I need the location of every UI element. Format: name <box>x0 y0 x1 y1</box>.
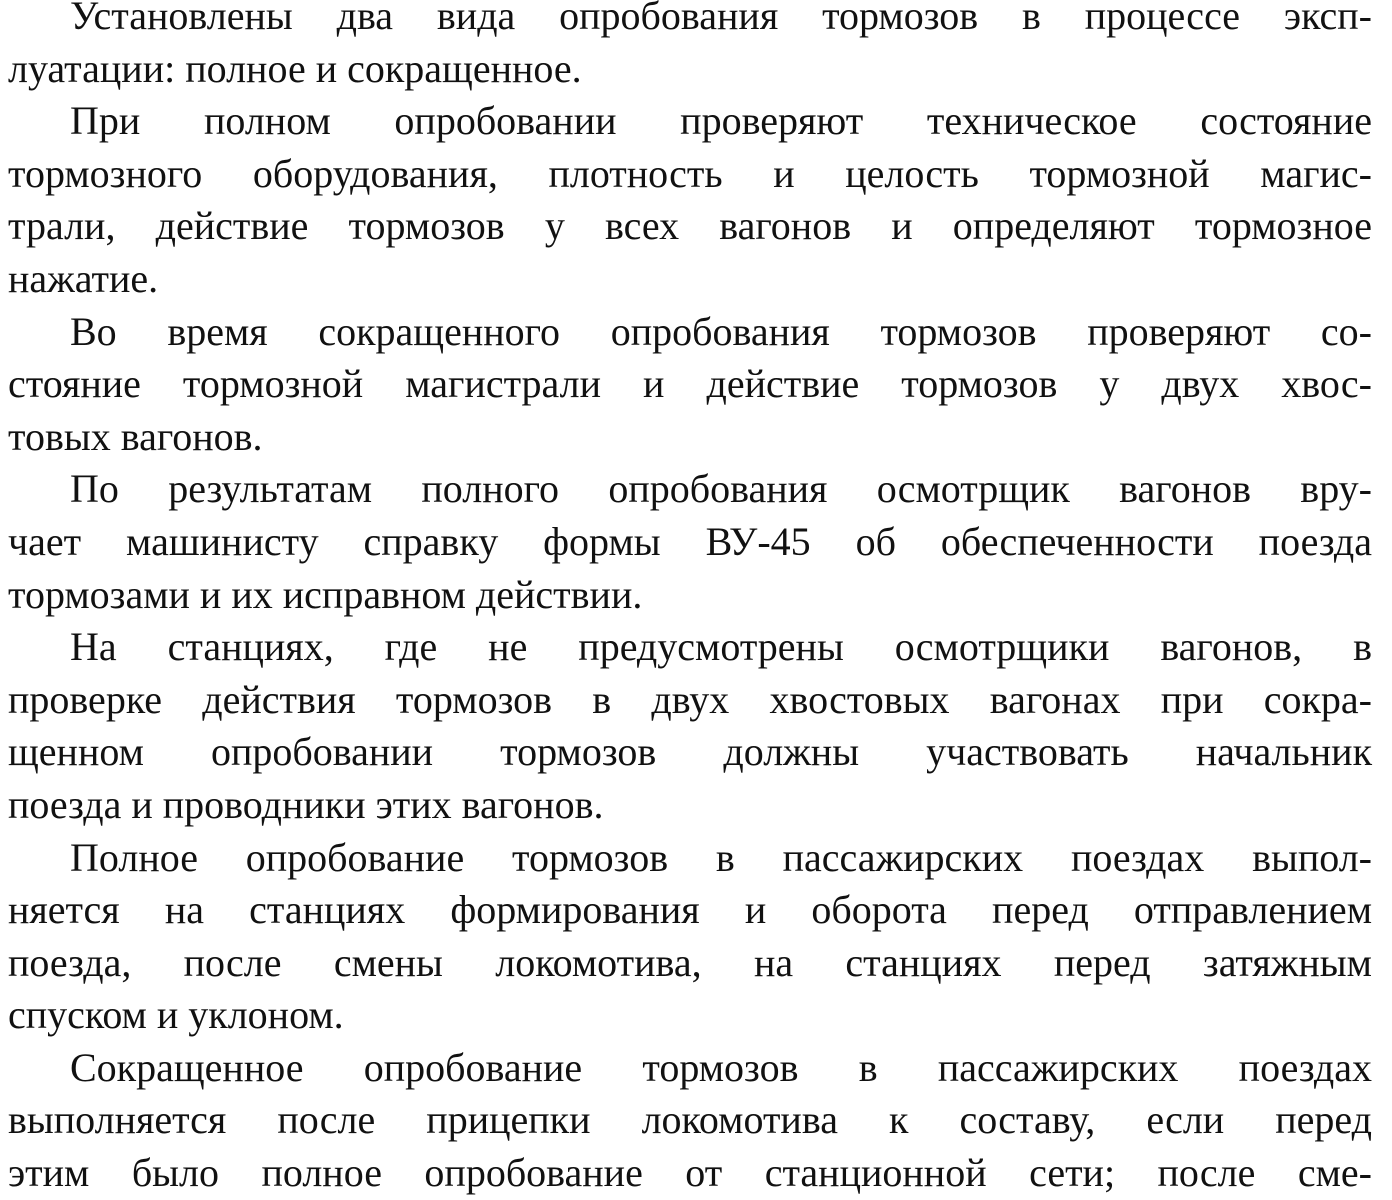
text-line: луатации: полное и сокращенное. <box>8 45 582 91</box>
text-line: няется на станциях формирования и оборота перед отправлением <box>8 887 1372 933</box>
text-line: Во время сокращенного опробования тормозов проверяют со- <box>70 308 1372 354</box>
text-line: поезда и проводники этих вагонов. <box>8 781 604 827</box>
paragraph-passenger-full <box>8 832 1372 1042</box>
text-line: По результатам полного опробования осмотрщик вагонов вру- <box>70 466 1372 512</box>
text-line: поезда, после смены локомотива, на станциях перед затяжным <box>8 939 1372 985</box>
text-line: проверке действия тормозов в двух хвостовых вагонах при сокра- <box>8 676 1372 722</box>
paragraph-full-test <box>8 95 1372 305</box>
text-line: этим было полное опробование от станционной сети; после сме- <box>8 1150 1372 1196</box>
text-line: выполняется после прицепки локомотива к составу, если перед <box>8 1097 1372 1143</box>
text-line: тормозного оборудования, плотность и целость тормозной магис- <box>8 150 1372 196</box>
text-line: При полном опробовании проверяют техническое состояние <box>70 98 1372 144</box>
text-line: спуском и уклоном. <box>8 992 344 1038</box>
paragraph-short-test <box>8 306 1372 464</box>
text-line: Полное опробование тормозов в пассажирских поездах выпол- <box>70 834 1372 880</box>
text-line: Установлены два вида опробования тормозов в процессе эксп- <box>70 0 1372 38</box>
paragraph-passenger-short <box>8 1042 1372 1200</box>
text-line: Сокращенное опробование тормозов в пассажирских поездах <box>70 1044 1372 1090</box>
text-line: тормозами и их исправном действии. <box>8 571 643 617</box>
paragraph-certificate <box>8 463 1372 621</box>
text-line: товых вагонов. <box>8 413 263 459</box>
text-line: нажатие. <box>8 255 159 301</box>
paragraph-stations <box>8 621 1372 831</box>
text-line: На станциях, где не предусмотрены осмотрщики вагонов, в <box>70 624 1372 670</box>
text-line: чает машинисту справку формы ВУ-45 об обеспеченности поезда <box>8 518 1372 564</box>
paragraph-test-types <box>8 0 1372 95</box>
text-line: щенном опробовании тормозов должны участвовать начальник <box>8 729 1372 775</box>
text-line: стояние тормозной магистрали и действие тормозов у двух хвос- <box>8 361 1372 407</box>
text-line: трали, действие тормозов у всех вагонов и определяют тормозное <box>8 203 1372 249</box>
